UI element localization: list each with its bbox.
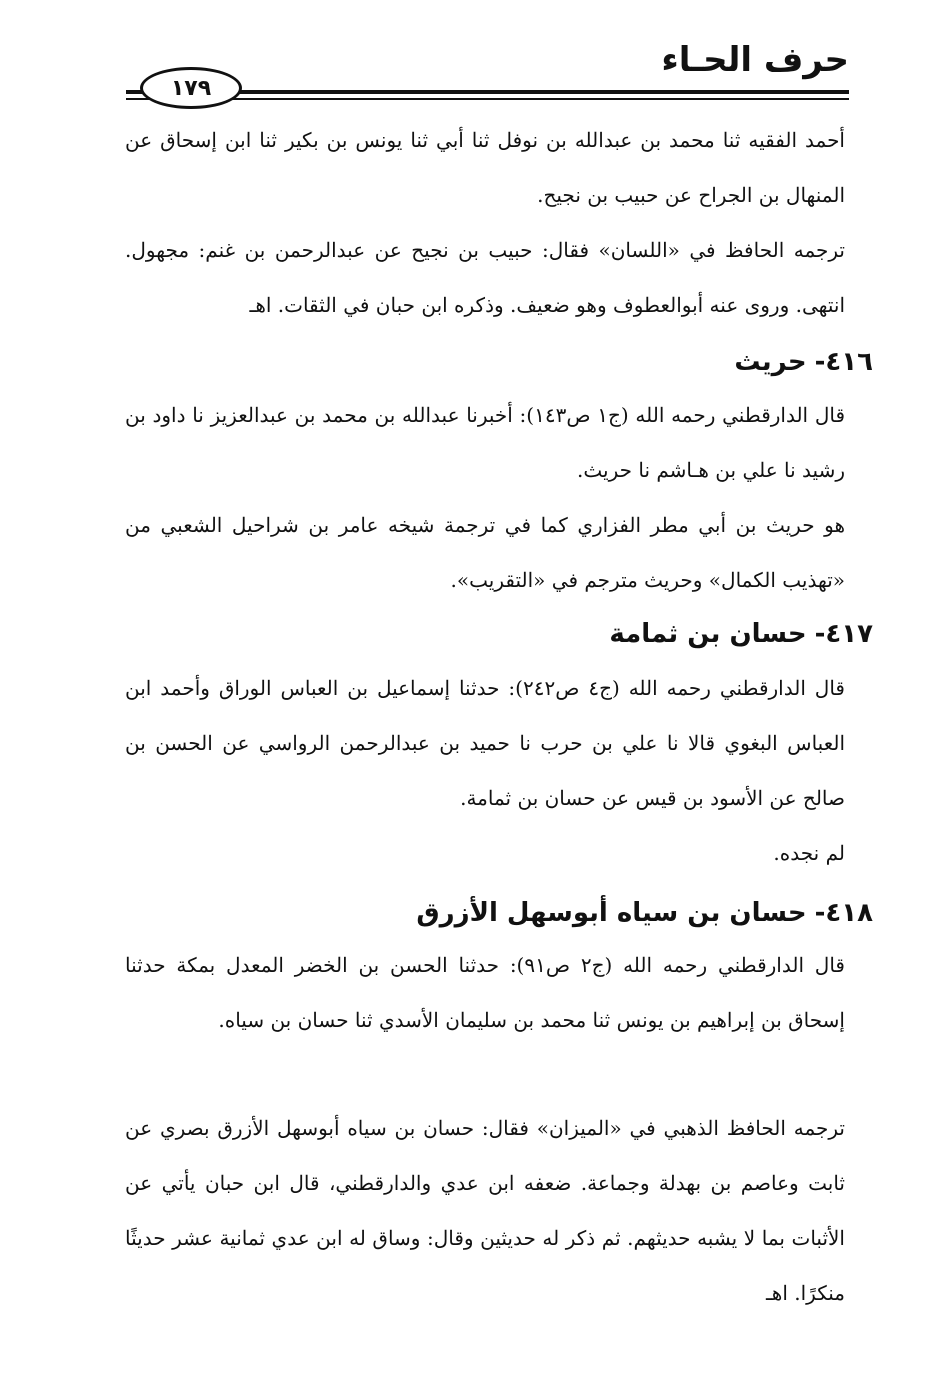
paragraph-not-found: لم نجده.: [773, 841, 845, 865]
paragraph-isnad-hassan-thumama: قال الدارقطني رحمه الله (ج٤ ص٢٤٢): حدثنا إسماعيل بن العباس الوراق وأحمد ابن العباس البغوي قالا نا علي بن حرب نا حميد بن عبدالرحمن الرواسي عن الحسن بن صالح عن الأسود بن قيس عن حسان بن ثمامة.: [125, 676, 845, 810]
paragraph-tarjama-hassan-siyah: ترجمه الحافظ الذهبي في «الميزان» فقال: حسان بن سياه أبوسهل الأزرق بصري عن ثابت وعاصم بن بهدلة وجماعة. ضعفه ابن عدي والدارقطني، قال ابن حبان يأتي عن الأثبات بما لا يشبه حديثهم. ثم ذكر له حديثين وقال: وساق له ابن عدي ثمانية عشر حديثًا منكرًا. اهـ: [125, 1116, 845, 1305]
entry-heading-417: [609, 614, 873, 654]
page-number-badge: [140, 67, 242, 109]
entry-heading-418: [416, 893, 873, 933]
paragraph-isnad-hurayth: قال الدارقطني رحمه الله (ج١ ص١٤٣): أخبرنا عبدالله بن محمد بن عبدالعزيز نا داود بن رشيد نا علي بن هـاشم نا حريث.: [125, 403, 845, 482]
chapter-title: حرف الحـاء: [661, 40, 849, 80]
entry-heading-416: [734, 342, 873, 382]
entry-number: ٤١٨-: [814, 898, 873, 928]
entry-name: حسان بن ثمامة: [609, 619, 807, 649]
entry-name: حسان بن سياه أبوسهل الأزرق: [416, 898, 807, 928]
paragraph-isnad-hassan-siyah: قال الدارقطني رحمه الله (ج٢ ص٩١): حدثنا الحسن بن الخضر المعدل بمكة حدثنا إسحاق بن إبراهيم بن يونس ثنا محمد بن سليمان الأسدي ثنا حسان بن سياه.: [125, 953, 845, 1032]
entry-name: حريث: [734, 347, 807, 377]
entry-number: ٤١٧-: [814, 619, 873, 649]
entry-number: ٤١٦-: [814, 347, 873, 377]
page-number: ١٧٩: [170, 75, 212, 101]
paragraph-tarjama-hurayth: هو حريث بن أبي مطر الفزاري كما في ترجمة شيخه عامر بن شراحيل الشعبي من «تهذيب الكمال» وحريث مترجم في «التقريب».: [125, 513, 845, 592]
paragraph-tarjama-habib: ترجمه الحافظ في «اللسان» فقال: حبيب بن نجيح عن عبدالرحمن بن غنم: مجهول. انتهى. وروى عنه أبوالعطوف وهو ضعيف. وذكره ابن حبان في الثقات. اهـ: [125, 238, 845, 317]
paragraph-isnad-habib: أحمد الفقيه ثنا محمد بن عبدالله بن نوفل ثنا أبي ثنا يونس بن بكير ثنا ابن إسحاق عن المنهال بن الجراح عن حبيب بن نجيح.: [125, 128, 845, 207]
